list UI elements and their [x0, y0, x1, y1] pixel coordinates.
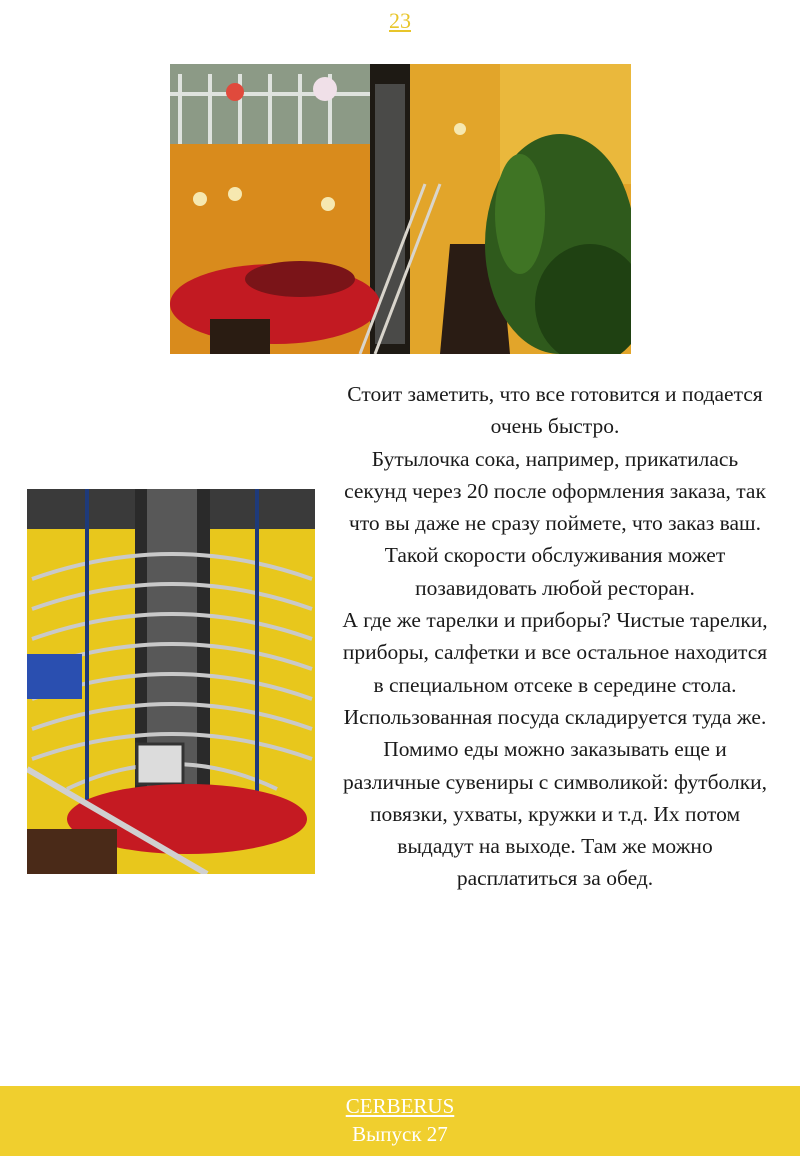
article-paragraph: Использованная посуда складируется туда же. Помимо еды можно заказывать еще и различные сувениры с символикой: футболки, повязки, ухваты, кружки и т.д. Их потом выдадут на выходе. Там же можно расплатиться за обед.: [342, 704, 768, 891]
article-paragraph: Бутылочка сока, например, прикатилась секунд через 20 после оформления заказа, так что вы даже не сразу поймете, что заказ ваш. Такой скорости обслуживания может позавидовать любой ресторан.: [344, 446, 766, 600]
footer-issue-label: Выпуск 27: [352, 1122, 448, 1146]
footer-bar: [0, 1086, 800, 1156]
page-number[interactable]: 23: [389, 8, 411, 33]
article-text: [340, 378, 770, 895]
article-paragraph: А где же тарелки и приборы? Чистые тарелки, приборы, салфетки и все остальное находится в специальном отсеке в середине стола.: [342, 608, 768, 697]
footer-brand-link[interactable]: CERBERUS: [345, 1094, 455, 1118]
restaurant-interior-photo: [170, 64, 631, 354]
restaurant-interior-illustration: [170, 64, 631, 354]
spiral-rails-photo: [27, 489, 315, 874]
spiral-rails-illustration: [27, 489, 315, 874]
article-paragraph: Стоит заметить, что все готовится и подается очень быстро.: [347, 382, 763, 439]
